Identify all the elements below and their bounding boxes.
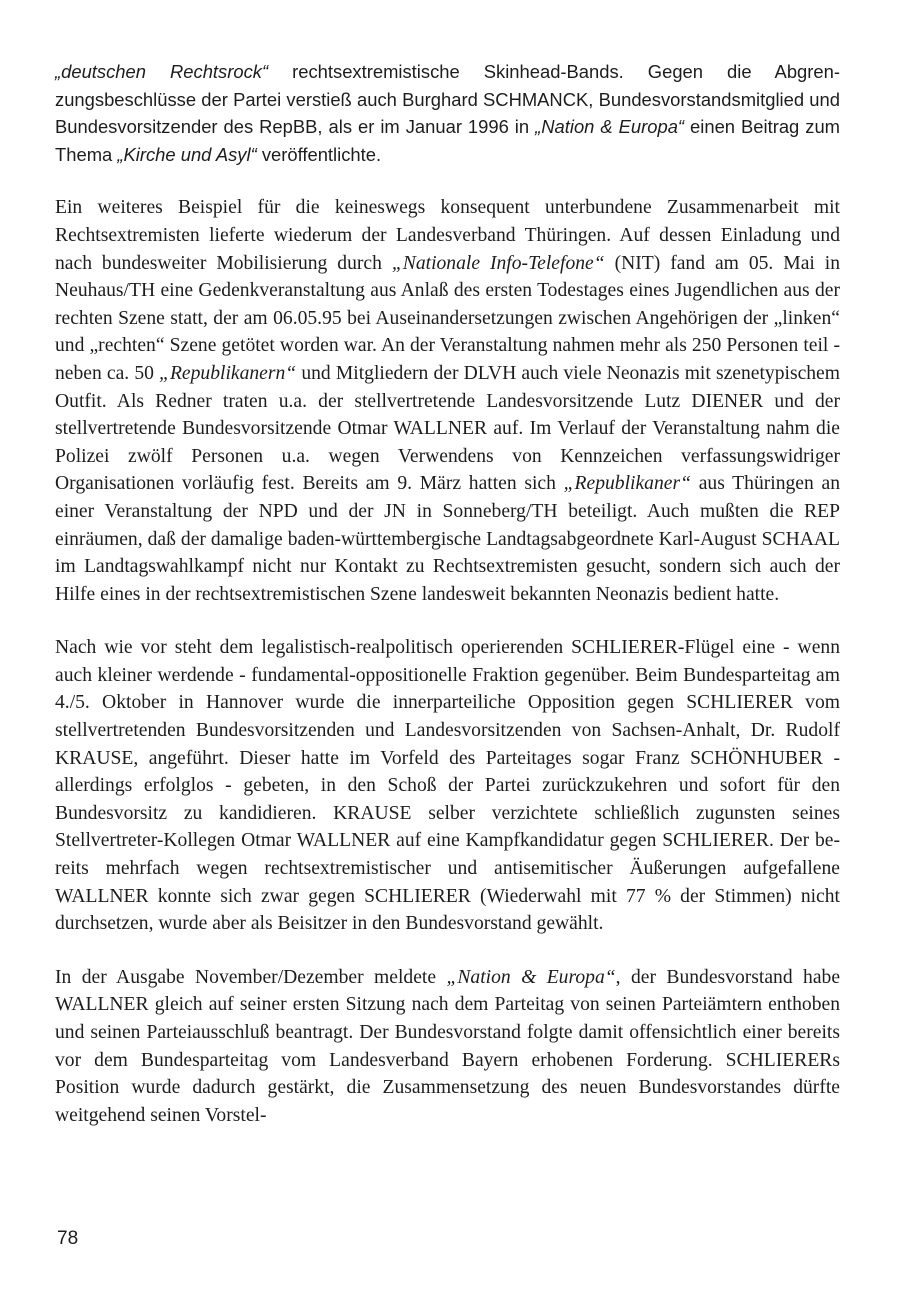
document-body: [55, 58, 840, 1157]
paragraph-3-text: Nach wie vor steht dem legalistisch-realpolitisch operierenden SCHLIERER-Flügel eine - wenn auch kleiner werdende - fundamental-oppositionelle Fraktion gegenüber. Beim Bundesparteitag am 4./5. Oktober in Hannover wurde die innerparteiliche Opposition gegen SCHLIERER vom stellvertretenden Bundesvorsitzenden und Landesvorsitzenden von Sachsen-Anhalt, Dr. Rudolf KRAUSE, angeführt. Dieser hatte im Vorfeld des Parteitages sogar Franz SCHÖNHUBER - allerdings erfolglos - gebeten, in den Schoß der Partei zurückzukehren und sofort für den Bundesvorsitz zu kandidieren. KRAUSE selber verzichtete schließlich zugunsten seines Stellvertreter-Kollegen Otmar WALLNER auf eine Kampfkandidatur gegen SCHLIERER. Der bereits mehrfach wegen rechtsextremistischer und antisemitischer Äußerungen aufgefallene WALLNER konnte sich zwar gegen SCHLIERER (Wiederwahl mit 77 % der Stimmen) nicht durchsetzen, wurde aber als Beisitzer in den Bundesvorstand gewählt.: [55, 637, 840, 935]
quote-nationale-info-telefone: „Nationale Info-Telefone“: [391, 252, 605, 274]
paragraph-3: [55, 634, 840, 938]
paragraph-1-text-a: rechtsextremistische Skinhead-Bands. Gegen die Abgrenzungsbeschlüsse der Partei verstieß auch Burghard SCHMANCK, Bundesvorstandsmitglied und Bundesvorsitzender des RepBB, als er im Januar 1996 in: [55, 61, 840, 138]
paragraph-1-text-c: veröffentlichte.: [256, 143, 382, 165]
paragraph-4-text-a: In der Ausgabe November/Dezember meldete: [55, 966, 447, 988]
paragraph-2-text-b: (NIT) fand am 05. Mai in Neuhaus/TH eine Gedenkveranstaltung aus Anlaß des ersten Todestages eines Jugendlichen aus der rechten Szene statt, der am 06.05.95 bei Auseinandersetzungen zwischen Angehörigen der „linken“ und „rechten“ Szene getötet worden war. An der Veranstaltung nahmen mehr als 250 Personen teil - neben ca. 50: [55, 252, 841, 384]
quote-nation-europa: „Nation & Europa“: [535, 116, 685, 138]
paragraph-4-text-b: , der Bundesvorstand habe WALLNER gleich auf seiner ersten Sitzung nach dem Parteitag von seinen Parteiämtern enthoben und seinen Parteiausschluß beantragt. Der Bundesvorstand folgte damit offensichtlich einer bereits vor dem Bundesparteitag vom Landesverband Bayern erhobenen Forderung. SCHLIERERs Position wurde dadurch gestärkt, die Zusammensetzung des neuen Bundesvorstandes dürfte weitgehend seinen Vorstel-: [55, 966, 841, 1126]
quote-nation-europa-2: „Nation & Europa“: [446, 966, 616, 988]
page-number: 78: [57, 1228, 79, 1249]
paragraph-2-text-c: und Mitgliedern der DLVH auch viele Neonazis mit szenetypischem Outfit. Als Redner traten u.a. der stellvertretende Landesvorsitzende Lutz DIENER und der stellvertretende Bundesvorsitzende Otmar WALLNER auf. Im Verlauf der Veranstaltung nahm die Polizei zwölf Personen u.a. wegen Verwendens von Kennzeichen verfassungswidriger Organisationen vorläufig fest. Bereits am 9. März hatten sich: [55, 362, 840, 495]
paragraph-2-text-d: aus Thüringen an einer Veranstaltung der NPD und der JN in Sonneberg/TH beteiligt. Auch mußten die REP einräumen, daß der damalige baden-württembergische Landtagsabgeordnete Karl-August SCHAAL im Landtagswahlkampf nicht nur Kontakt zu Rechtsextremisten gesucht, sondern sich auch der Hilfe eines in der rechtsextremistischen Szene landesweit bekannten Neonazis bedient hatte.: [55, 473, 840, 605]
paragraph-2: [55, 194, 840, 608]
paragraph-2-text-a: Ein weiteres Beispiel für die keineswegs konsequent unterbundene Zusammenarbeit mit Rechtsextremisten lieferte wiederum der Landesverband Thüringen. Auf dessen Einladung und nach bundesweiter Mobilisierung durch: [55, 197, 840, 274]
quote-republikaner: „Republikaner“: [563, 473, 691, 495]
quote-kirche-und-asyl: „Kirche und Asyl“: [117, 143, 257, 165]
quote-deutschen-rechtsrock: „deutschen Rechtsrock“: [55, 61, 269, 82]
paragraph-4: [55, 964, 840, 1130]
paragraph-1: [55, 58, 840, 168]
quote-republikanern: „Republikanern“: [159, 362, 297, 384]
paragraph-1-text-b: einen Beitrag zum Thema: [55, 116, 840, 165]
